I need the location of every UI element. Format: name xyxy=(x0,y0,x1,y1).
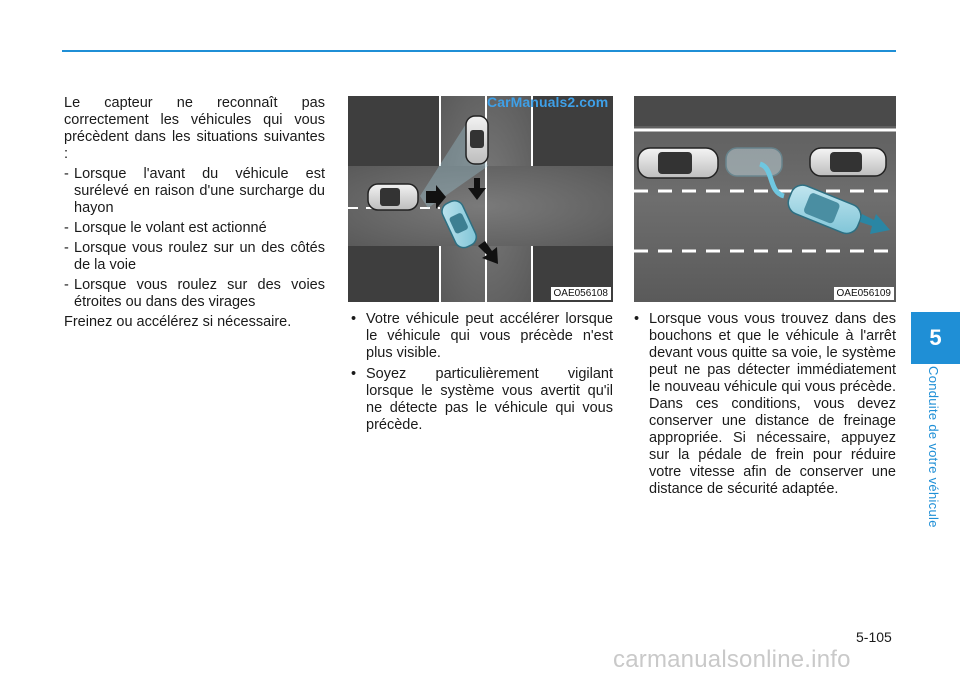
outro-paragraph: Freinez ou accélérez si nécessaire. xyxy=(64,314,292,330)
bullet-marker: • xyxy=(351,311,357,327)
chapter-title: Conduite de votre véhicule xyxy=(926,366,941,528)
chapter-tab: 5 xyxy=(911,312,960,364)
header-rule xyxy=(62,50,896,52)
list-item-text: Lorsque vous vous trouvez dans des bouchons et que le véhicule à l'arrêt devant vous quitte sa voie, le système peut ne pas détecter immédiatement le nouveau véhicule qui vous précède. Dans ces conditions, vous devez conserver une distance de freinage appropriée. Si nécessaire, appuyez sur la pédale de frein pour réduire votre vitesse afin de conserver une distance de sécurité adaptée. xyxy=(649,311,896,497)
car-front-icon xyxy=(810,148,886,176)
list-item-text: Lorsque vous roulez sur un des côtés de la voie xyxy=(74,240,325,273)
figure-code: OAE056108 xyxy=(551,287,612,300)
text-column-right xyxy=(634,311,896,502)
dash-marker: - xyxy=(64,240,69,256)
dash-marker: - xyxy=(64,166,69,182)
bullet-marker: • xyxy=(351,366,357,382)
list-item xyxy=(64,220,325,237)
watermark: CarManuals2.com xyxy=(487,94,609,110)
list-item-text: Lorsque vous roulez sur des voies étroites ou dans des virages xyxy=(74,277,325,310)
text-column-left xyxy=(64,95,325,331)
intro-paragraph: Le capteur ne reconnaît pas correctement les véhicules qui vous précèdent dans les situations suivantes : xyxy=(64,95,325,162)
car-ghost-icon xyxy=(726,148,782,176)
list-item-text: Votre véhicule peut accélérer lorsque le véhicule qui vous précède n'est plus visible. xyxy=(366,311,613,361)
list-item-text: Soyez particulièrement vigilant lorsque le système vous avertit qu'il ne détecte pas le véhicule qui vous précède. xyxy=(366,366,613,433)
car-left-icon xyxy=(368,184,418,210)
dash-marker: - xyxy=(64,277,69,293)
list-item xyxy=(351,311,613,362)
footer-watermark: carmanualsonline.info xyxy=(613,646,851,673)
list-item xyxy=(64,240,325,274)
list-item-text: Lorsque l'avant du véhicule est surélevé en raison d'une surcharge du hayon xyxy=(74,166,325,216)
text-column-middle xyxy=(351,311,613,438)
figure-intersection xyxy=(348,96,613,302)
figure-code: OAE056109 xyxy=(834,287,895,300)
list-item xyxy=(64,166,325,217)
intersection-illustration xyxy=(348,96,613,302)
list-item xyxy=(64,277,325,311)
lane-change-illustration xyxy=(634,96,896,302)
car-top-icon xyxy=(466,116,488,164)
list-item xyxy=(634,311,896,498)
car-rear-icon xyxy=(638,148,718,178)
list-item-text: Lorsque le volant est actionné xyxy=(74,220,267,236)
page-number: 5-105 xyxy=(856,629,892,645)
list-item xyxy=(351,366,613,434)
dash-marker: - xyxy=(64,220,69,236)
figure-lane-change xyxy=(634,96,896,302)
bullet-marker: • xyxy=(634,311,640,327)
